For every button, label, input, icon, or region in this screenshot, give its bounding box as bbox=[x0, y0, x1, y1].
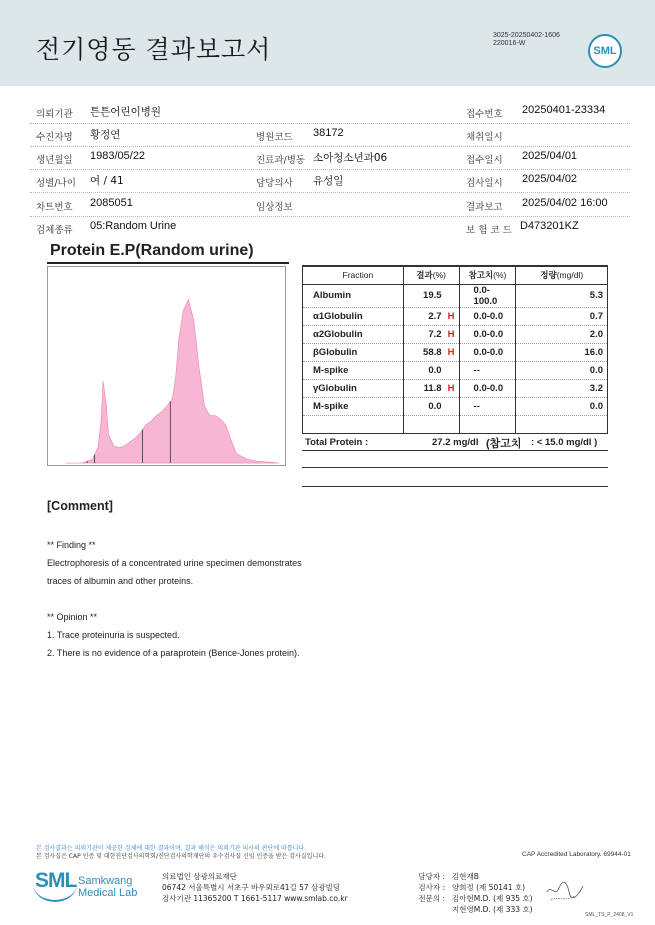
section-title-underline bbox=[47, 262, 289, 264]
hospital-code-value: 38172 bbox=[313, 127, 344, 139]
report-header bbox=[0, 0, 655, 86]
insurance-label: 보 험 코 드 bbox=[466, 225, 512, 236]
fraction-result-value: 11.8 bbox=[423, 382, 442, 394]
doctor-label: 담당의사 bbox=[256, 178, 293, 189]
lab-org-name: 의료법인 삼광의료재단 bbox=[162, 872, 237, 881]
lab-name-line-1: Samkwang bbox=[78, 875, 133, 887]
fraction-concentration: 0.0 bbox=[516, 397, 608, 415]
handwritten-signature bbox=[545, 878, 585, 906]
fraction-name: α1Globulin bbox=[303, 307, 404, 325]
sml-badge-logo bbox=[588, 34, 622, 68]
chart-no-label: 차트번호 bbox=[36, 202, 73, 213]
fraction-name: M-spike bbox=[303, 361, 404, 379]
total-protein-value: 27.2 mg/dl bbox=[432, 437, 479, 448]
receipt-no-value: 20250401-23334 bbox=[522, 104, 606, 116]
sex-age-value: 여 / 41 bbox=[90, 175, 124, 187]
fraction-result-table bbox=[302, 265, 608, 434]
patient-value: 황정연 bbox=[90, 129, 121, 141]
table-row bbox=[303, 361, 608, 379]
clinical-label: 임상정보 bbox=[256, 202, 293, 213]
collect-date-label: 채취일시 bbox=[466, 132, 503, 143]
fraction-result bbox=[403, 361, 459, 379]
specimen-label: 검체종류 bbox=[36, 225, 73, 236]
sex-age-label: 성별/나이 bbox=[36, 178, 76, 189]
opinion-line-1: 1. Trace proteinuria is suspected. bbox=[47, 630, 180, 640]
finding-heading: ** Finding ** bbox=[47, 540, 96, 550]
high-flag: H bbox=[447, 382, 455, 394]
info-row-specimen bbox=[30, 217, 630, 240]
header-reference-unit: (%) bbox=[493, 270, 507, 281]
fraction-result-value: 7.2 bbox=[428, 328, 442, 340]
fraction-name bbox=[303, 415, 404, 433]
table-row bbox=[303, 397, 608, 415]
institution-label: 의뢰기관 bbox=[36, 109, 73, 120]
specimen-value: 05:Random Urine bbox=[90, 220, 177, 232]
fraction-result bbox=[403, 397, 459, 415]
high-flag: H bbox=[447, 310, 455, 322]
fraction-result bbox=[403, 379, 459, 397]
table-header-row bbox=[303, 266, 608, 284]
blank-rule-2 bbox=[302, 486, 608, 487]
receipt-date-label: 접수일시 bbox=[466, 155, 503, 166]
table-row bbox=[303, 415, 608, 433]
fraction-reference: -- bbox=[459, 361, 516, 379]
fraction-reference: 0.0-0.0 bbox=[459, 325, 516, 343]
receipt-no-label: 접수번호 bbox=[466, 109, 503, 120]
sig-label-specialist: 전문의 : bbox=[418, 894, 445, 903]
fraction-reference: 0.0-100.0 bbox=[459, 284, 516, 307]
fraction-result bbox=[403, 307, 459, 325]
sig-value-specialist-1: 김아현M.D. (제 935 호) bbox=[452, 894, 533, 903]
header-result bbox=[403, 266, 459, 284]
fraction-reference: 0.0-0.0 bbox=[459, 343, 516, 361]
high-flag: H bbox=[447, 346, 455, 358]
header-reference-label: 참고치 bbox=[468, 270, 494, 281]
patient-label: 수진자명 bbox=[36, 132, 73, 143]
birth-value: 1983/05/22 bbox=[90, 150, 146, 162]
fraction-concentration: 5.3 bbox=[516, 284, 608, 307]
lab-address: 06742 서울특별시 서초구 바우뫼로41길 57 삼광빌딩 bbox=[162, 883, 341, 892]
total-protein-ref-prefix: (참고치 bbox=[486, 438, 522, 450]
high-flag: H bbox=[447, 328, 455, 340]
comment-heading: [Comment] bbox=[47, 499, 113, 513]
fraction-reference: -- bbox=[459, 397, 516, 415]
info-row-institution bbox=[30, 101, 630, 124]
info-row-birth bbox=[30, 147, 630, 170]
dept-value: 소아청소년과06 bbox=[313, 152, 388, 164]
fraction-concentration: 2.0 bbox=[516, 325, 608, 343]
finding-line-2: traces of albumin and other proteins. bbox=[47, 576, 194, 586]
fraction-result-value: 2.7 bbox=[428, 310, 442, 322]
document-subcode: 220016-W bbox=[493, 40, 526, 47]
total-protein-row bbox=[302, 433, 608, 451]
fraction-reference: 0.0-0.0 bbox=[459, 307, 516, 325]
report-value: 2025/04/02 16:00 bbox=[522, 197, 608, 209]
sig-label-tester: 검사자 : bbox=[418, 883, 445, 892]
info-row-chart-no bbox=[30, 194, 630, 217]
fraction-name: M-spike bbox=[303, 397, 404, 415]
section-title: Protein E.P(Random urine) bbox=[50, 242, 254, 259]
fraction-name: γGlobulin bbox=[303, 379, 404, 397]
sig-value-manager: 김현재B bbox=[452, 872, 479, 881]
opinion-line-2: 2. There is no evidence of a paraprotein (Bence-Jones protein). bbox=[47, 648, 300, 658]
densitometry-curve bbox=[66, 300, 279, 463]
total-protein-ref-value: : < 15.0 mg/dl ) bbox=[531, 437, 598, 448]
sig-value-specialist-2: 지현영M.D. (제 333 호) bbox=[452, 905, 533, 914]
fraction-concentration bbox=[516, 415, 608, 433]
fraction-result-value: 19.5 bbox=[423, 290, 442, 301]
sig-value-tester: 양희정 (제 50141 호) bbox=[452, 883, 526, 892]
fraction-reference bbox=[459, 415, 516, 433]
footer-notice-1: 본 검사결과는 의뢰기관이 제공한 검체에 대한 결과이며, 결과 해석은 의뢰기관 의사의 판단에 따릅니다. bbox=[36, 845, 307, 852]
total-protein-label: Total Protein : bbox=[305, 437, 369, 448]
exam-date-value: 2025/04/02 bbox=[522, 173, 578, 185]
lab-name-line-2: Medical Lab bbox=[78, 887, 138, 899]
info-row-patient bbox=[30, 124, 630, 147]
fraction-result-value: 0.0 bbox=[428, 364, 442, 376]
header-fraction: Fraction bbox=[303, 266, 404, 284]
table-row bbox=[303, 284, 608, 307]
institution-value: 튼튼어린이병원 bbox=[90, 106, 162, 118]
exam-date-label: 검사일시 bbox=[466, 178, 503, 189]
fraction-result bbox=[403, 284, 459, 307]
lab-logo-mark: SML bbox=[35, 869, 77, 892]
finding-line-1: Electrophoresis of a concentrated urine specimen demonstrates bbox=[47, 558, 302, 568]
sml-badge-text: SML bbox=[593, 45, 617, 57]
header-result-label: 결과 bbox=[416, 270, 433, 281]
fraction-concentration: 3.2 bbox=[516, 379, 608, 397]
fraction-result bbox=[403, 343, 459, 361]
chart-no-value: 2085051 bbox=[90, 197, 133, 209]
sig-label-manager: 담당자 : bbox=[418, 872, 445, 881]
fraction-name: βGlobulin bbox=[303, 343, 404, 361]
document-code: 3025-20250402-1606 bbox=[493, 32, 560, 39]
fraction-name: α2Globulin bbox=[303, 325, 404, 343]
table-row bbox=[303, 343, 608, 361]
electrophoresis-chart bbox=[47, 266, 286, 466]
receipt-date-value: 2025/04/01 bbox=[522, 150, 578, 162]
header-concentration-label: 정량 bbox=[540, 270, 557, 281]
header-result-unit: (%) bbox=[432, 270, 446, 281]
header-concentration-unit: (mg/dl) bbox=[556, 270, 584, 281]
lab-contact: 검사기관 11365200 T 1661-5117 www.smlab.co.kr bbox=[162, 894, 348, 903]
fraction-result-value: 58.8 bbox=[423, 346, 442, 358]
birth-label: 생년월일 bbox=[36, 155, 73, 166]
table-row bbox=[303, 325, 608, 343]
fraction-concentration: 0.7 bbox=[516, 307, 608, 325]
fraction-name: Albumin bbox=[303, 284, 404, 307]
fraction-reference: 0.0-0.0 bbox=[459, 379, 516, 397]
footer-notice-2: 본 검사실은 CAP 인증 및 대한진단검사의학회/진단검사의학재단의 우수검사실 신임 인증을 받은 검사실입니다. bbox=[36, 853, 326, 860]
table-row bbox=[303, 379, 608, 397]
info-row-sex-age bbox=[30, 170, 630, 193]
form-code: SML_TS_P_2408_V1 bbox=[585, 912, 634, 918]
fraction-concentration: 16.0 bbox=[516, 343, 608, 361]
table-row bbox=[303, 307, 608, 325]
fraction-result bbox=[403, 325, 459, 343]
blank-rule-1 bbox=[302, 467, 608, 468]
header-reference bbox=[459, 266, 516, 284]
insurance-value: D473201KZ bbox=[520, 220, 579, 232]
doctor-value: 유성일 bbox=[313, 175, 344, 187]
opinion-heading: ** Opinion ** bbox=[47, 612, 98, 622]
dept-label: 진료과/병동 bbox=[256, 155, 306, 166]
hospital-code-label: 병원코드 bbox=[256, 132, 293, 143]
cap-accreditation: CAP Accredited Laboratory. 69944-01 bbox=[522, 851, 631, 858]
report-title: 전기영동 결과보고서 bbox=[36, 35, 272, 64]
fraction-result bbox=[403, 415, 459, 433]
fraction-concentration: 0.0 bbox=[516, 361, 608, 379]
report-label: 결과보고 bbox=[466, 202, 503, 213]
header-concentration bbox=[516, 266, 608, 284]
fraction-result-value: 0.0 bbox=[428, 400, 442, 412]
